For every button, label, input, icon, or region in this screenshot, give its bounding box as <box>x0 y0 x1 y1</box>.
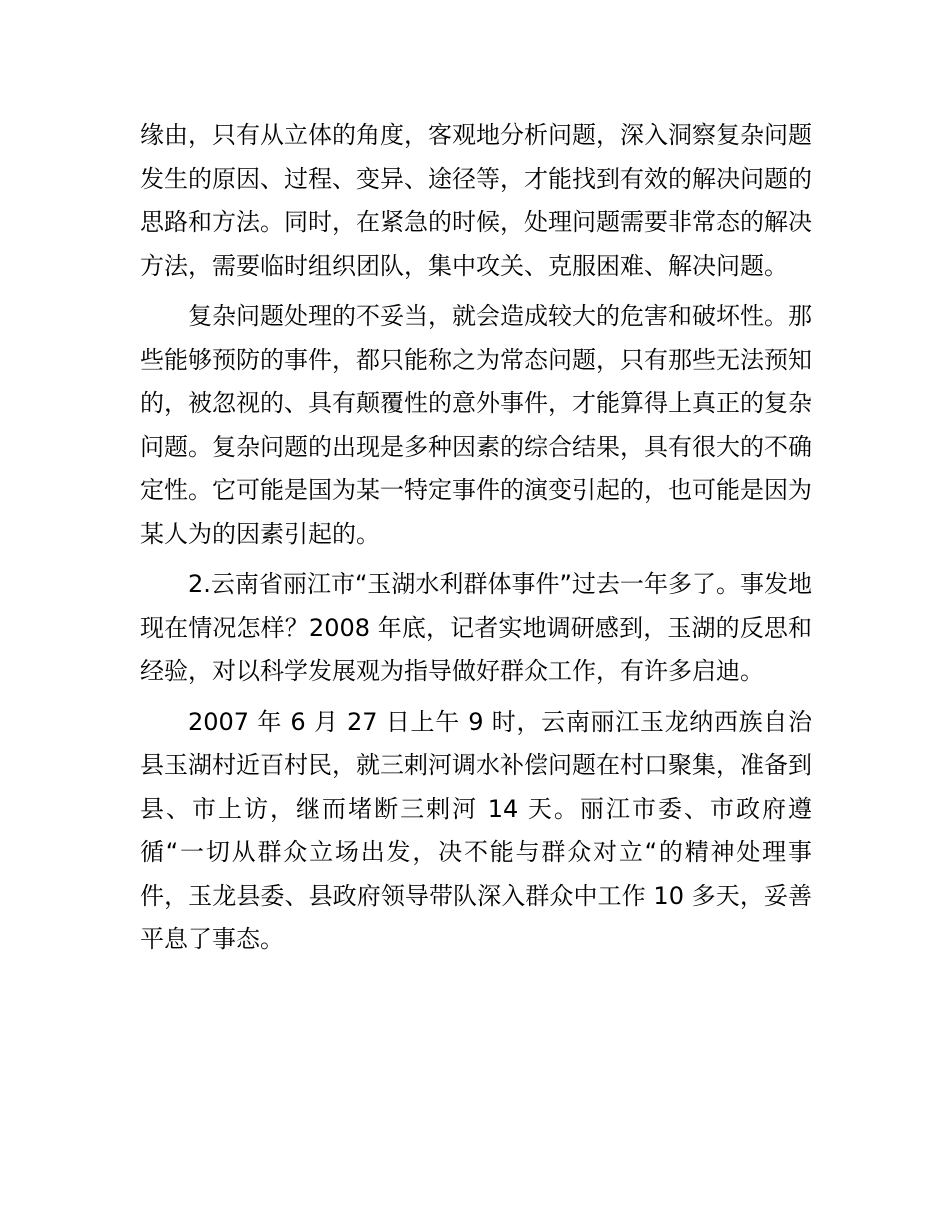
paragraph-3: 2.云南省丽江市“玉湖水利群体事件”过去一年多了。事发地现在情况怎样？2008 年底，记者实地调研感到，玉湖的反思和经验，对以科学发展观为指导做好群众工作，有许多启迪。 <box>140 570 812 685</box>
paragraph-4: 2007 年 6 月 27 日上午 9 时，云南丽江玉龙纳西族自治县玉湖村近百村民，就三剌河调水补偿问题在村口聚集，准备到县、市上访，继而堵断三剌河 14 天。丽江市委、市政府遵循“一切从群众立场出发，决不能与群众对立“的精神处理事件，玉龙县委、县政府领导带队深入群众中工作 10 多天，妥善平息了事态。 <box>140 707 812 953</box>
paragraph-1: 缘由，只有从立体的角度，客观地分析问题，深入洞察复杂问题发生的原因、过程、变异、途径等，才能找到有效的解决问题的思路和方法。同时，在紧急的时候，处理问题需要非常态的解决方法，需要临时组织团队，集中攻关、克服困难、解决问题。 <box>140 121 812 280</box>
paragraph-2: 复杂问题处理的不妥当，就会造成较大的危害和破坏性。那些能够预防的事件，都只能称之为常态问题，只有那些无法预知的，被忽视的、具有颠覆性的意外事件，才能算得上真正的复杂问题。复杂问题的出现是多种因素的综合结果，具有很大的不确定性。它可能是国为某一特定事件的演变引起的，也可能是因为某人为的因素引起的。 <box>140 302 812 548</box>
document-body <box>140 114 812 969</box>
